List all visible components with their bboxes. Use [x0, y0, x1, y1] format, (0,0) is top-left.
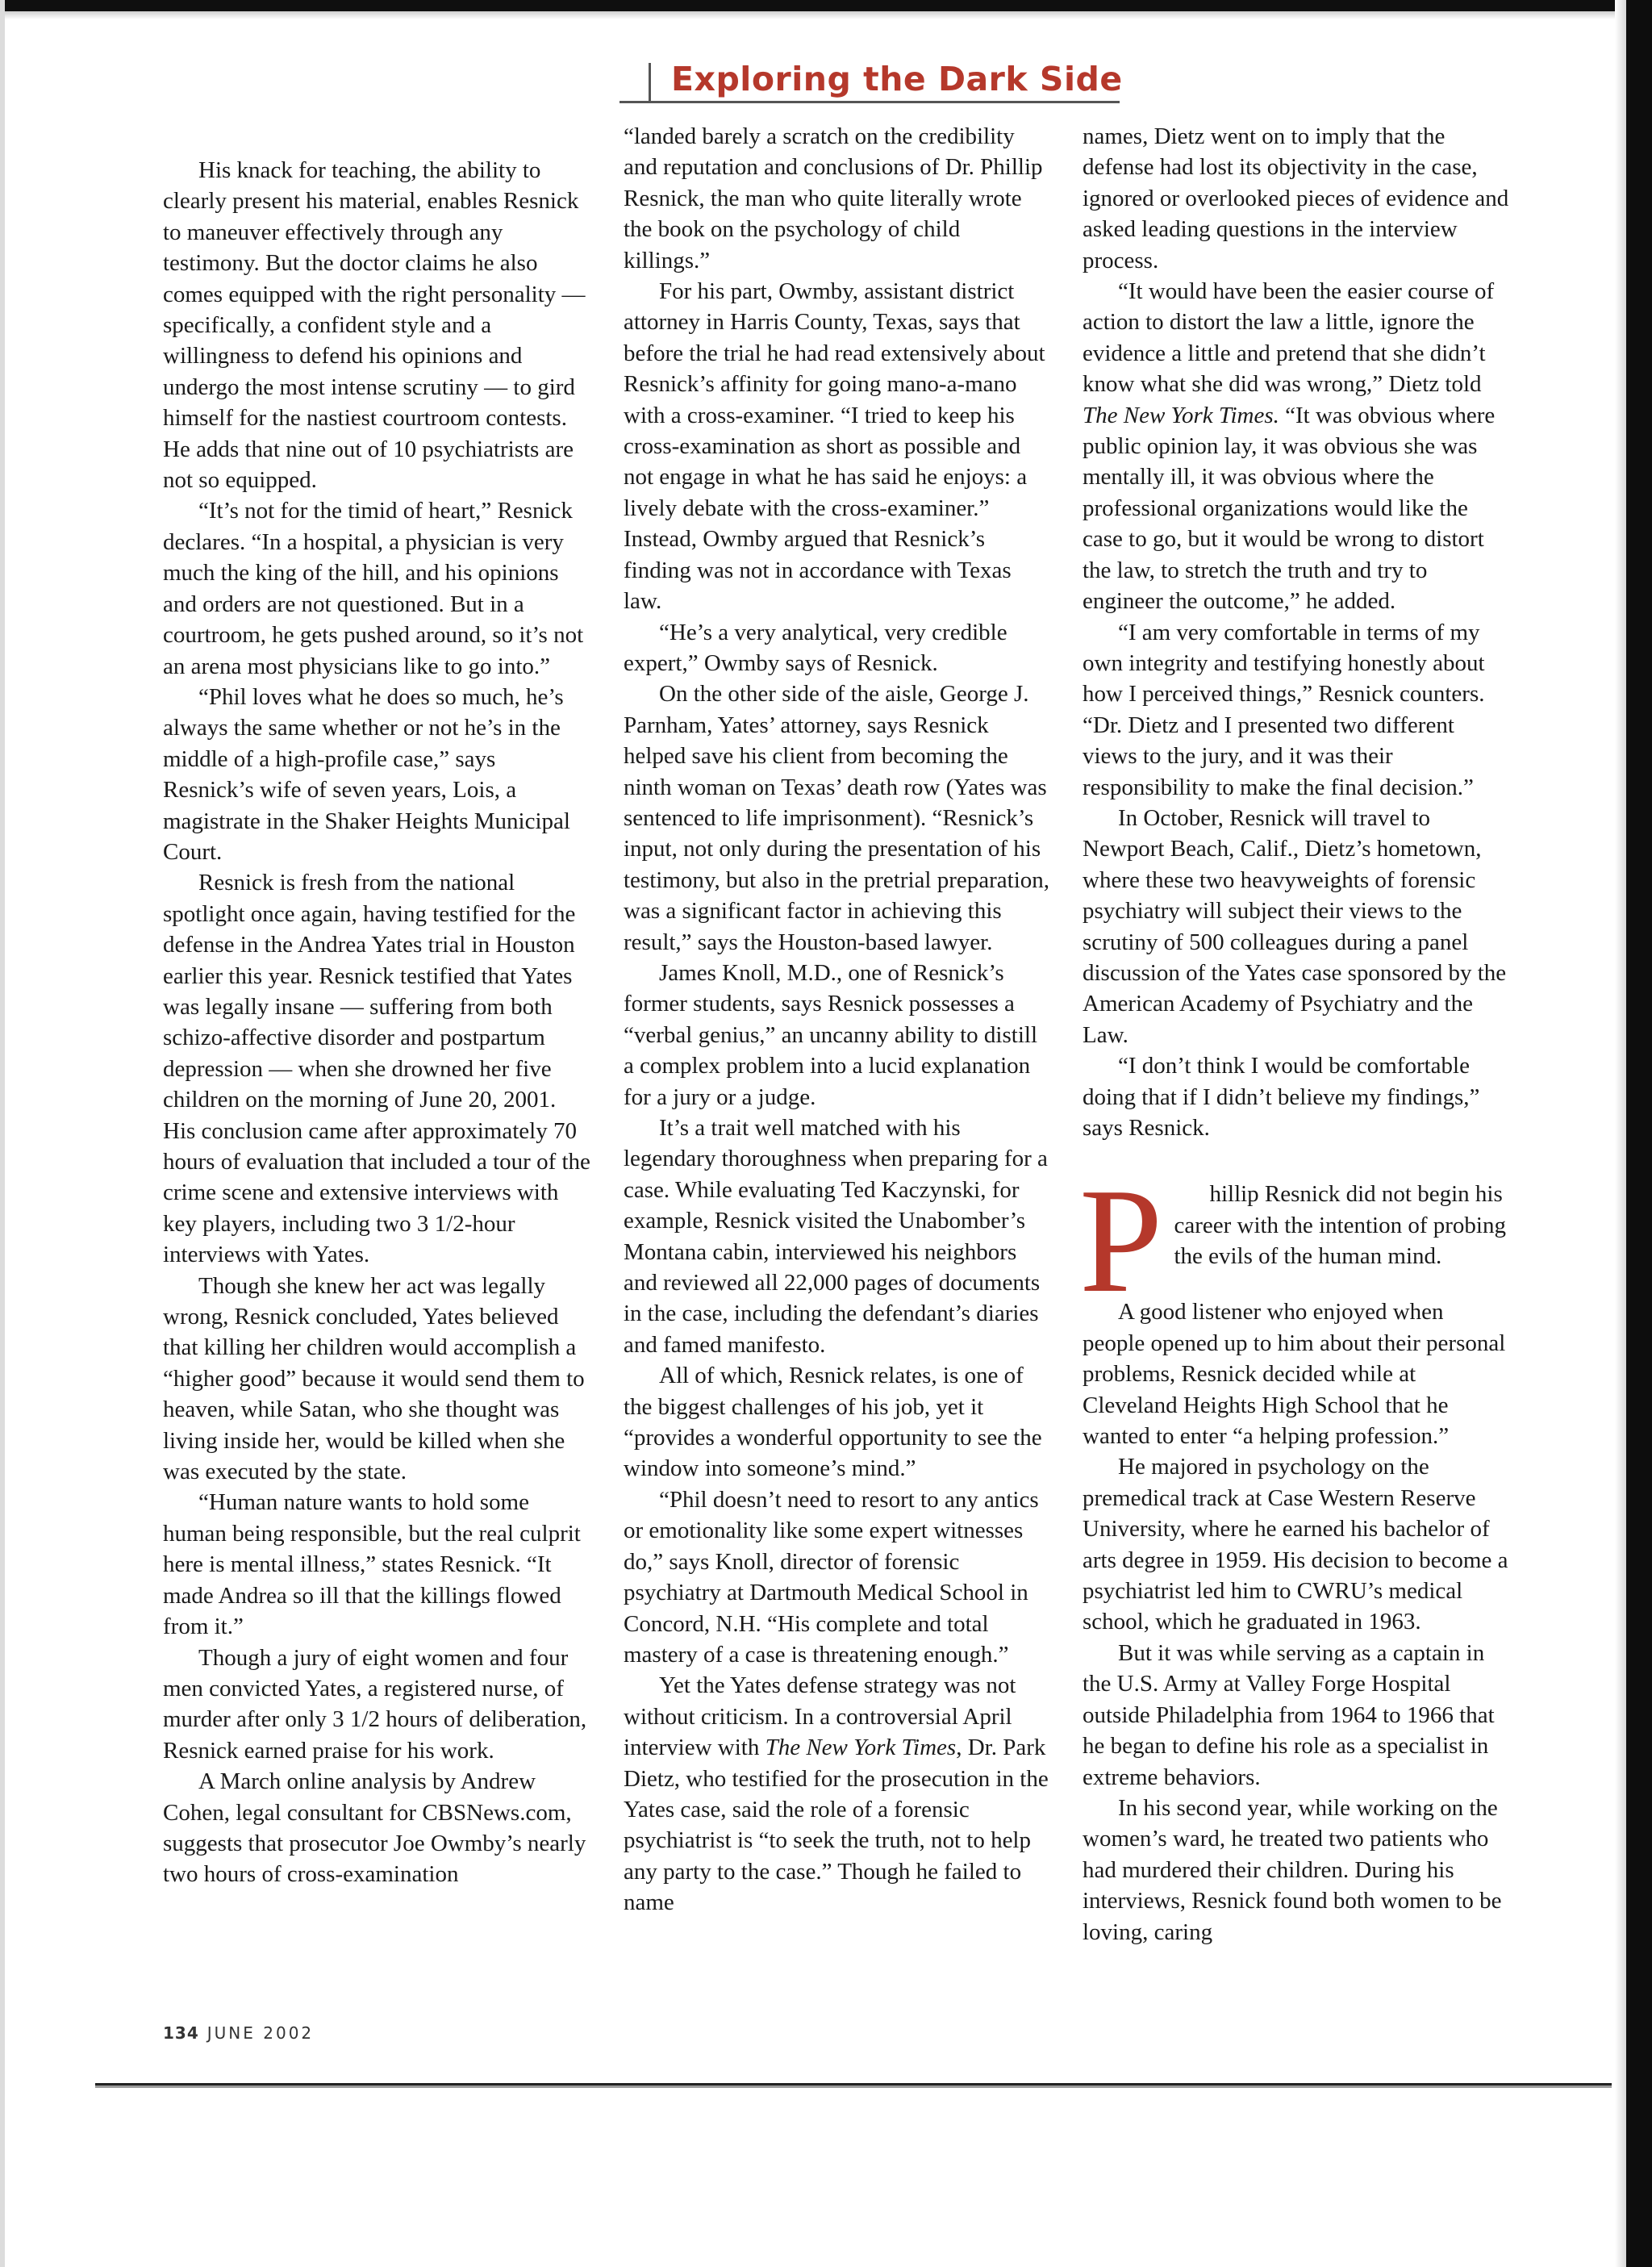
paragraph: Though a jury of eight women and four men convicted Yates, a registered nurse, of murder after only 3 1/2 hours of deliberation, Resnick earned praise for his work.: [163, 1644, 587, 1764]
paragraph: “I don’t think I would be comfortable doing that if I didn’t believe my findings,” says Resnick.: [1083, 1053, 1480, 1141]
paragraph: James Knoll, M.D., one of Resnick’s former students, says Resnick possesses a “verbal genius,” an uncanny ability to distill a complex problem into a lucid explanation for a jury or a judge.: [624, 959, 1038, 1110]
paragraph: “I am very comfortable in terms of my own integrity and testifying honestly about how I perceived things,” Resnick counters. “Dr. Dietz and I presented two different views to the jury, and it was their responsibility to make the final decision.”: [1083, 619, 1485, 800]
header-tick-mark: [649, 63, 651, 103]
paragraph: Though she knew her act was legally wrong, Resnick concluded, Yates believed that killing her children would accomplish a “higher good” because it would send them to heaven, while Satan, who she thought was living inside her, would be killed when she was executed by the state.: [163, 1272, 585, 1485]
paragraph: “It’s not for the timid of heart,” Resnick declares. “In a hospital, a physician is very much the king of the hill, and his opinions and orders are not questioned. But in a courtroom, he gets pushed around, so it’s not an arena most physicians like to go into.”: [163, 498, 584, 679]
issue-date: JUNE 2002: [206, 2023, 315, 2043]
paragraph: “landed barely a scratch on the credibility and reputation and conclusions of Dr. Phillip Resnick, the man who quite literally wrote the book on the psychology of child killings.”: [624, 123, 1043, 273]
paragraph: Resnick is fresh from the national spotlight once again, having testified for the defense in the Andrea Yates trial in Houston earlier this year. Resnick testified that Yates was legally insane — suffering from both schizo-affective disorder and postpartum depression — when she drowned her five children on the morning of June 20, 2001. His conclusion came after approximately 70 hours of evaluation that included a tour of the crime scene and extensive interviews with key players, including two 3 1/2-hour interviews with Yates.: [163, 870, 590, 1268]
page-folio: [163, 2023, 314, 2043]
section-opening: [1079, 1158, 1510, 1325]
running-header: [620, 58, 1123, 115]
text-run: Yet the Yates defense strategy was not without criticism. In a controversial April interview with: [624, 1672, 1016, 1761]
scan-edge-right-shadow: [1615, 0, 1626, 2267]
paragraph: [1083, 276, 1510, 616]
paragraph: [624, 1670, 1051, 1918]
paragraph: “Phil doesn’t need to resort to any antics or emotionality like some expert witnesses do,” says Knoll, director of forensic psychiatry at Dartmouth Medical School in Concord, N.H. “His complete and total mastery of a case is threatening enough.”: [624, 1486, 1039, 1668]
scan-edge-left: [0, 0, 5, 2267]
drop-cap: P: [1079, 1158, 1163, 1325]
paragraph: “Phil loves what he does so much, he’s always the same whether or not he’s in the middle of a high-profile case,” says Resnick’s wife of seven years, Lois, a magistrate in the Shaker Heights Municipal Court.: [163, 683, 570, 865]
running-header-title: Exploring the Dark Side: [671, 60, 1123, 98]
paragraph: All of which, Resnick relates, is one of the biggest challenges of his job, yet it “provides a wonderful opportunity to see the window into someone’s mind.”: [624, 1363, 1042, 1482]
text-column-1: [163, 121, 590, 1890]
text-run: “It would have been the easier course of action to distort the law a little, ignore the evidence a little and pretend that she didn’t know what she did was wrong,” Dietz told: [1083, 278, 1495, 398]
page-number: 134: [163, 2023, 199, 2043]
paragraph: “He’s a very analytical, very credible expert,” Owmby says of Resnick.: [624, 619, 1007, 676]
paragraph: A good listener who enjoyed when people opened up to him about their personal problems, Resnick decided while at Cleveland Heights High School that he wanted to enter “a helping profession.”: [1083, 1299, 1506, 1450]
scan-edge-top: [0, 0, 1652, 11]
header-rule: [620, 101, 1120, 103]
bottom-rule-shadow: [95, 2085, 1612, 2088]
paragraph: On the other side of the aisle, George J. Parnham, Yates’ attorney, says Resnick helped save his client from becoming the ninth woman on Texas’ death row (Yates was sentenced to life imprisonment). “Resnick’s input, not only during the presentation of his testimony, but also in the pretrial preparation, was a significant factor in achieving this result,” says the Houston-based lawyer.: [624, 681, 1050, 955]
paragraph: In October, Resnick will travel to Newport Beach, Calif., Dietz’s hometown, where these two heavyweights of forensic psychiatry will subject their views to the scrutiny of 500 colleagues during a panel discussion of the Yates case sponsored by the American Academy of Psychiatry and the Law.: [1083, 804, 1507, 1048]
paragraph: He majored in psychology on the premedical track at Case Western Reserve University, where he earned his bachelor of arts degree in 1959. His decision to become a psychiatrist led him to CWRU’s medical school, which he graduated in 1963.: [1083, 1454, 1508, 1635]
paragraph: A March online analysis by Andrew Cohen, legal consultant for CBSNews.com, suggests that prosecutor Joe Owmby’s nearly two hours of cross-examination: [163, 1768, 586, 1888]
text-run: “It was obvious where public opinion lay, it was obvious she was mentally ill, it was obvious where the professional organizations would like the case to go, but it would be wrong to distort the law, to stretch the truth and try to engineer the outcome,” he added.: [1083, 402, 1496, 615]
text-run: , Dr. Park Dietz, who testified for the prosecution in the Yates case, said the role of a forensic psychiatrist is “to seek the truth, not to help any party to the case.” Though he failed to name: [624, 1735, 1049, 1916]
scan-edge-top-shadow: [0, 11, 1652, 19]
paragraph: “Human nature wants to hold some human being responsible, but the real culprit here is mental illness,” states Resnick. “It made Andrea so ill that the killings flowed from it.”: [163, 1489, 581, 1640]
paragraph: His knack for teaching, the ability to clearly present his material, enables Resnick to maneuver effectively through any testimony. But the doctor claims he also comes equipped with the right personality — specifically, a confident style and a willingness to defend his opinions and undergo the most intense scrutiny — to gird himself for the nastiest courtroom contests. He adds that nine out of 10 psychiatrists are not so equipped.: [163, 157, 586, 494]
paragraph: It’s a trait well matched with his legendary thoroughness when preparing for a case. While evaluating Ted Kaczynski, for example, Resnick visited the Unabomber’s Montana cabin, interviewed his neighbors and reviewed all 22,000 pages of documents in the case, including the defendant’s diaries and famed manifesto.: [624, 1115, 1048, 1358]
paragraph: But it was while serving as a captain in the U.S. Army at Valley Forge Hospital outside Philadelphia from 1964 to 1966 that he began to define his role as a specialist in extreme behaviors.: [1083, 1639, 1495, 1790]
paragraph: In his second year, while working on the women’s ward, he treated two patients who had murdered their children. During his interviews, Resnick found both women to be loving, caring: [1083, 1794, 1502, 1945]
publication-title: The New York Times: [765, 1735, 957, 1761]
text-column-3: [1079, 121, 1510, 1948]
text-column-2: [624, 121, 1051, 1918]
paragraph: hillip Resnick did not begin his career with the intention of probing the evils of the human mind.: [1174, 1181, 1506, 1270]
publication-title: The New York Times.: [1083, 402, 1279, 428]
paragraph: For his part, Owmby, assistant district attorney in Harris County, Texas, says that before the trial he had read extensively about Resnick’s affinity for going mano-a-mano with a cross-examiner. “I tried to keep his cross-examination as short as possible and not engage in what he has said he enjoys: a lively debate with the cross-examiner.” Instead, Owmby argued that Resnick’s finding was not in accordance with Texas law.: [624, 278, 1045, 615]
scan-edge-right: [1626, 0, 1652, 2267]
paragraph: names, Dietz went on to imply that the defense had lost its objectivity in the case, ignored or overlooked pieces of evidence and asked leading questions in the interview process.: [1083, 123, 1509, 273]
